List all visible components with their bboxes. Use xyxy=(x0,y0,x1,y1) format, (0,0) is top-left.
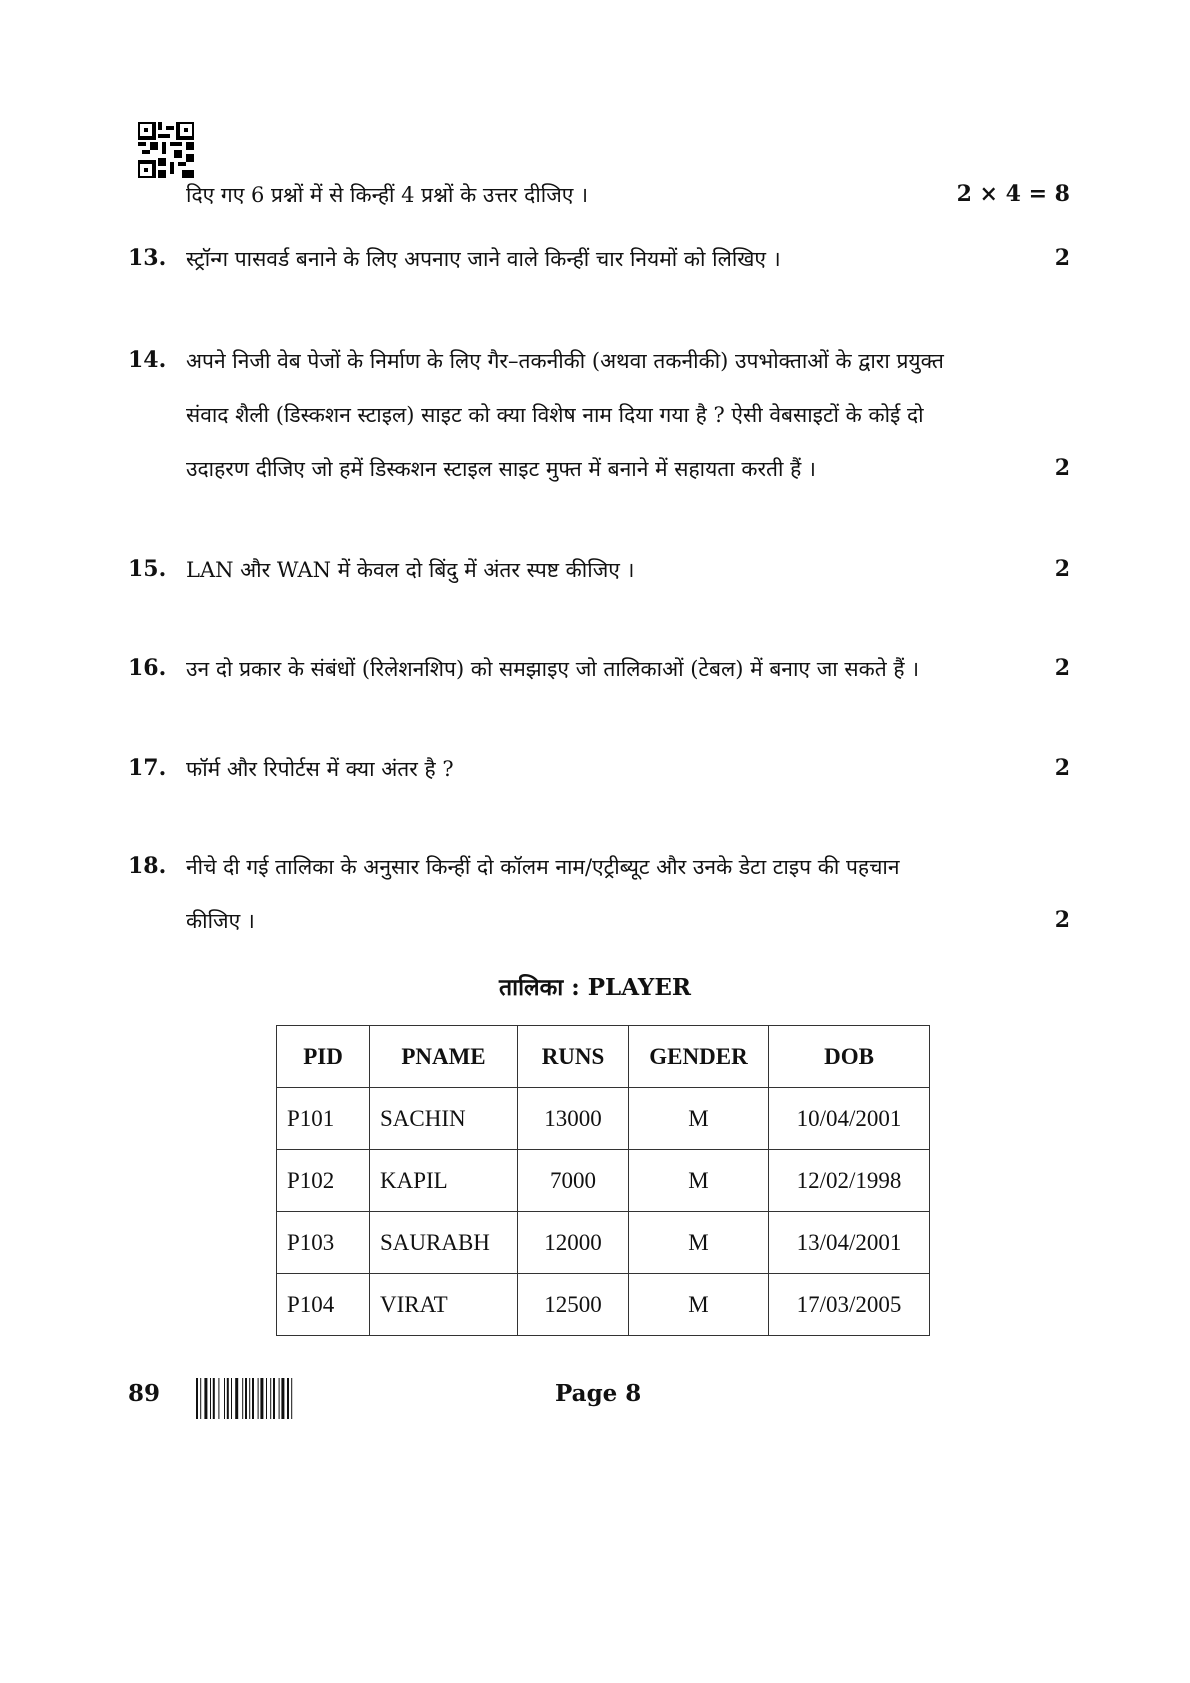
question-number: 16. xyxy=(128,655,167,681)
question-marks: 2 xyxy=(1054,556,1070,582)
barcode-bar xyxy=(235,1378,238,1419)
question-text: फॉर्म और रिपोर्टस में क्या अंतर है ? xyxy=(186,757,454,781)
barcode-bar xyxy=(260,1378,263,1419)
column-header: DOB xyxy=(769,1026,930,1088)
barcode-bar xyxy=(242,1378,243,1419)
barcode-bar xyxy=(281,1378,284,1419)
barcode-bar xyxy=(224,1378,225,1419)
table-cell: P102 xyxy=(277,1150,370,1212)
paper-code: 89 xyxy=(128,1380,161,1407)
barcode-bar xyxy=(204,1378,207,1419)
question-marks: 2 xyxy=(1054,455,1070,481)
table-cell: 7000 xyxy=(518,1150,629,1212)
table-row xyxy=(277,1212,930,1274)
barcode-bar xyxy=(273,1378,275,1419)
question-text: स्ट्रॉन्ग पासवर्ड बनाने के लिए अपनाए जाने वाले किन्हीं चार नियमों को लिखिए । xyxy=(186,247,781,271)
question-number: 13. xyxy=(128,245,167,271)
question-text: अपने निजी वेब पेजों के निर्माण के लिए गैर–तकनीकी (अथवा तकनीकी) उपभोक्ताओं के द्वारा प्रयुक्त xyxy=(186,349,944,373)
table-cell: P103 xyxy=(277,1212,370,1274)
barcode-bar xyxy=(200,1378,201,1419)
table-row xyxy=(277,1150,930,1212)
table-cell: 13000 xyxy=(518,1088,629,1150)
table-cell: M xyxy=(629,1212,769,1274)
table-cell: 17/03/2005 xyxy=(769,1274,930,1336)
barcode-bar xyxy=(227,1378,229,1419)
table-cell: 10/04/2001 xyxy=(769,1088,930,1150)
barcode-bar xyxy=(213,1378,215,1419)
question-number: 18. xyxy=(128,853,167,879)
table-cell: 13/04/2001 xyxy=(769,1212,930,1274)
qr-code-icon xyxy=(138,122,194,178)
table-cell: P101 xyxy=(277,1088,370,1150)
table-header-row xyxy=(277,1026,930,1088)
barcode-bar xyxy=(196,1378,198,1419)
barcode-bar xyxy=(258,1378,259,1419)
barcode-bar xyxy=(245,1378,247,1419)
table-caption: तालिका : PLAYER xyxy=(499,974,691,1001)
barcode-bar xyxy=(279,1378,280,1419)
barcode-bar xyxy=(291,1378,292,1419)
table-row xyxy=(277,1088,930,1150)
barcode-bar xyxy=(270,1378,271,1419)
table-cell: M xyxy=(629,1150,769,1212)
table-cell: P104 xyxy=(277,1274,370,1336)
table-cell: 12500 xyxy=(518,1274,629,1336)
table-cell: SAURABH xyxy=(370,1212,518,1274)
question-number: 15. xyxy=(128,556,167,582)
barcode-bar xyxy=(231,1378,232,1419)
question-number: 14. xyxy=(128,347,167,373)
barcode-bar xyxy=(266,1378,267,1419)
question-text: LAN और WAN में केवल दो बिंदु में अंतर स्पष्ट कीजिए । xyxy=(186,558,635,582)
instruction-marks: 2 × 4 = 8 xyxy=(956,181,1070,207)
table-row xyxy=(277,1274,930,1336)
page-number: Page 8 xyxy=(555,1380,642,1407)
barcode-icon xyxy=(196,1378,326,1419)
table-cell: SACHIN xyxy=(370,1088,518,1150)
question-marks: 2 xyxy=(1054,655,1070,681)
player-table xyxy=(276,1025,930,1336)
table-cell: 12000 xyxy=(518,1212,629,1274)
table-cell: 12/02/1998 xyxy=(769,1150,930,1212)
barcode-bar xyxy=(252,1378,254,1419)
question-text: संवाद शैली (डिस्कशन स्टाइल) साइट को क्या विशेष नाम दिया गया है ? ऐसी वेबसाइटों के कोई दो xyxy=(186,403,924,427)
barcode-bar xyxy=(249,1378,250,1419)
question-marks: 2 xyxy=(1054,907,1070,933)
barcode-bar xyxy=(287,1378,289,1419)
table-cell: VIRAT xyxy=(370,1274,518,1336)
question-text: उन दो प्रकार के संबंधों (रिलेशनशिप) को समझाइए जो तालिकाओं (टेबल) में बनाए जा सकते हैं । xyxy=(186,657,920,681)
question-text: नीचे दी गई तालिका के अनुसार किन्हीं दो कॉलम नाम/एट्रीब्यूट और उनके डेटा टाइप की पहचान xyxy=(186,855,900,879)
instruction-text: दिए गए 6 प्रश्नों में से किन्हीं 4 प्रश्नों के उत्तर दीजिए । xyxy=(186,183,589,207)
barcode-bar xyxy=(210,1378,211,1419)
question-number: 17. xyxy=(128,755,167,781)
table-cell: M xyxy=(629,1274,769,1336)
question-marks: 2 xyxy=(1054,245,1070,271)
column-header: PID xyxy=(277,1026,370,1088)
question-text: कीजिए । xyxy=(186,909,255,933)
column-header: RUNS xyxy=(518,1026,629,1088)
column-header: PNAME xyxy=(370,1026,518,1088)
question-marks: 2 xyxy=(1054,755,1070,781)
table-cell: KAPIL xyxy=(370,1150,518,1212)
column-header: GENDER xyxy=(629,1026,769,1088)
question-text: उदाहरण दीजिए जो हमें डिस्कशन स्टाइल साइट मुफ्त में बनाने में सहायता करती हैं । xyxy=(186,457,816,481)
barcode-bar xyxy=(218,1378,219,1419)
table-cell: M xyxy=(629,1088,769,1150)
